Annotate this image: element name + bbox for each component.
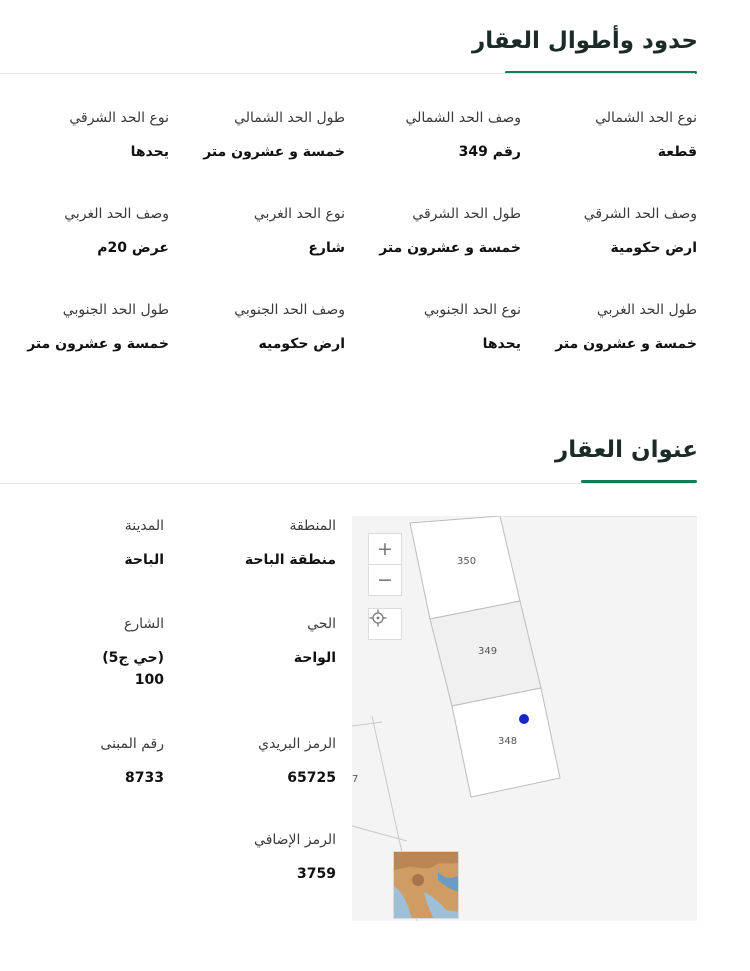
field-value: رقم 349 (458, 144, 521, 160)
east-boundary-type (0, 110, 169, 164)
map-road-line (352, 722, 382, 726)
address-building-number (0, 736, 164, 790)
field-label: طول الحد الغربي (596, 302, 697, 318)
west-boundary-length (527, 302, 697, 356)
field-label: المدينة (124, 518, 164, 534)
property-map[interactable] (352, 516, 697, 921)
address-additional-code (166, 832, 336, 886)
address-postal-code (166, 736, 336, 790)
parcel-label: 349 (478, 646, 498, 657)
field-label: نوع الحد الجنوبي (423, 302, 521, 318)
field-value: خمسة و عشرون متر (379, 240, 521, 256)
field-label: وصف الحد الجنوبي (234, 302, 345, 318)
east-boundary-description (527, 206, 697, 260)
field-value: خمسة و عشرون متر (555, 336, 697, 352)
crosshair-icon (369, 609, 387, 627)
field-label: رقم المبنى (100, 736, 164, 752)
south-boundary-description (175, 302, 345, 356)
boundaries-divider (0, 73, 695, 74)
north-boundary-length (175, 110, 345, 164)
satellite-layer-thumbnail[interactable] (393, 851, 459, 919)
field-value: 3759 (297, 866, 336, 882)
boundaries-title: حدود وأطوال العقار (471, 28, 698, 54)
field-value: الباحة (124, 552, 164, 568)
location-marker-icon[interactable] (519, 714, 529, 724)
field-value: منطقة الباحة (244, 552, 336, 568)
field-label: الرمز الإضافي (254, 832, 336, 848)
field-value: ارض حكومية (610, 240, 697, 256)
field-label: نوع الحد الشرقي (69, 110, 169, 126)
address-street (0, 616, 164, 691)
field-value: خمسة و عشرون متر (203, 144, 345, 160)
east-boundary-length (351, 206, 521, 260)
field-value: 65725 (287, 770, 336, 786)
field-label: الحي (307, 616, 336, 632)
zoom-in-button[interactable]: + (368, 533, 402, 565)
south-boundary-type (351, 302, 521, 356)
address-divider (0, 483, 695, 484)
field-label: الرمز البريدي (258, 736, 336, 752)
parcel-label: 350 (457, 556, 477, 567)
west-boundary-type (175, 206, 345, 260)
field-value: الواحة (293, 650, 336, 666)
address-district (166, 616, 336, 670)
field-value: شارع (308, 240, 345, 256)
field-label: الشارع (123, 616, 164, 632)
zoom-out-button[interactable]: − (368, 564, 402, 596)
field-label: المنطقة (289, 518, 336, 534)
field-value: قطعة (657, 144, 697, 160)
field-label: طول الحد الشرقي (412, 206, 521, 222)
field-value: (حي ج5) 100 (102, 650, 164, 688)
map-edge-label: 7 (352, 774, 359, 785)
field-label: طول الحد الشمالي (234, 110, 345, 126)
field-value: عرض 20م (97, 240, 169, 256)
field-value: ارض حكوميه (258, 336, 345, 352)
parcel-label: 348 (498, 736, 518, 747)
north-boundary-description (351, 110, 521, 164)
field-label: وصف الحد الغربي (64, 206, 169, 222)
address-region (166, 518, 336, 572)
north-boundary-type (527, 110, 697, 164)
parcel-350 (410, 516, 520, 619)
locate-button[interactable] (368, 608, 402, 640)
field-value: 8733 (125, 770, 164, 786)
west-boundary-description (0, 206, 169, 260)
field-label: وصف الحد الشمالي (405, 110, 521, 126)
satellite-map-icon (394, 852, 459, 919)
field-value: يحدها (130, 144, 169, 160)
field-label: نوع الحد الغربي (253, 206, 345, 222)
field-label: وصف الحد الشرقي (583, 206, 697, 222)
field-label: طول الحد الجنوبي (62, 302, 169, 318)
field-value: خمسة و عشرون متر (27, 336, 169, 352)
address-city (0, 518, 164, 572)
south-boundary-length (0, 302, 169, 356)
map-road-line (352, 826, 407, 841)
field-value: يحدها (482, 336, 521, 352)
field-label: نوع الحد الشمالي (595, 110, 697, 126)
address-title: عنوان العقار (555, 437, 698, 463)
